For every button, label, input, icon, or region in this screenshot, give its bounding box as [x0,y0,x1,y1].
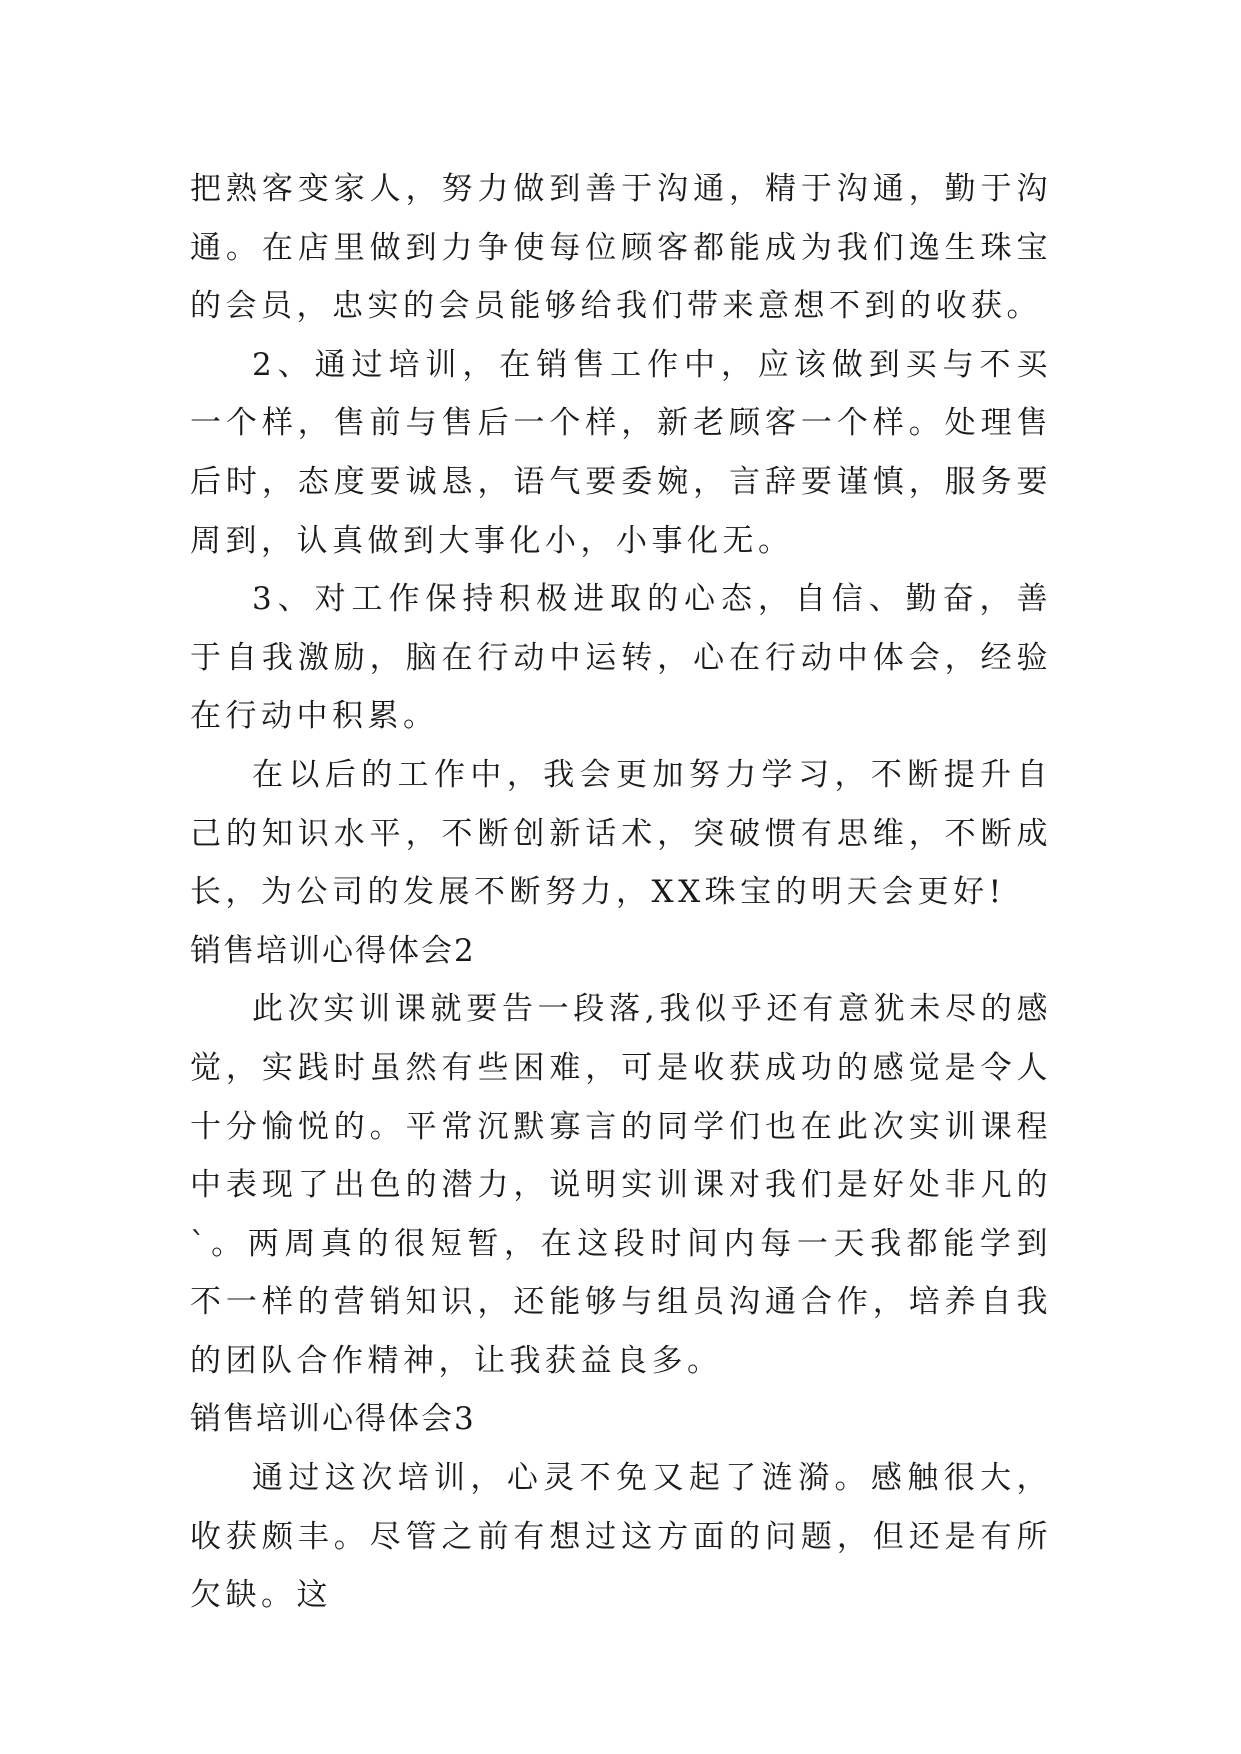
paragraph-section-3: 通过这次培训，心灵不免又起了涟漪。感触很大，收获颇丰。尽管之前有想过这方面的问题，但还是有所欠缺。这 [190,1460,1052,1614]
paragraph-section-2: 此次实训课就要告一段落,我似乎还有意犹未尽的感觉，实践时虽然有些困难，可是收获成功的感觉是令人十分愉悦的。平常沉默寡言的同学们也在此次实训课程中表现了出色的潜力，说明实训课对我们是好处非凡的`。两周真的很短暂，在这段时间内每一天我都能学到不一样的营销知识，还能够与组员沟通合作，培养自我的团队合作精神，让我获益良多。 [190,991,1052,1379]
document-body [190,160,1052,1625]
paragraph-customer-service: 把熟客变家人，努力做到善于沟通，精于沟通，勤于沟通。在店里做到力争使每位顾客都能成为我们逸生珠宝的会员，忠实的会员能够给我们带来意想不到的收获。 [190,171,1052,325]
paragraph-conclusion: 在以后的工作中，我会更加努力学习，不断提升自己的知识水平，不断创新话术，突破惯有思维，不断成长，为公司的发展不断努力，XX珠宝的明天会更好! [190,756,1052,911]
paragraph-point-2: 2、通过培训，在销售工作中，应该做到买与不买一个样，售前与售后一个样，新老顾客一个样。处理售后时，态度要诚恳，语气要委婉，言辞要谨慎，服务要周到，认真做到大事化小，小事化无。 [190,346,1052,559]
paragraph-point-3: 3、对工作保持积极进取的心态，自信、勤奋，善于自我激励，脑在行动中运转，心在行动中体会，经验在行动中积累。 [190,581,1052,735]
section-heading-2: 销售培训心得体会2 [190,932,476,969]
section-heading-3: 销售培训心得体会3 [190,1401,476,1438]
